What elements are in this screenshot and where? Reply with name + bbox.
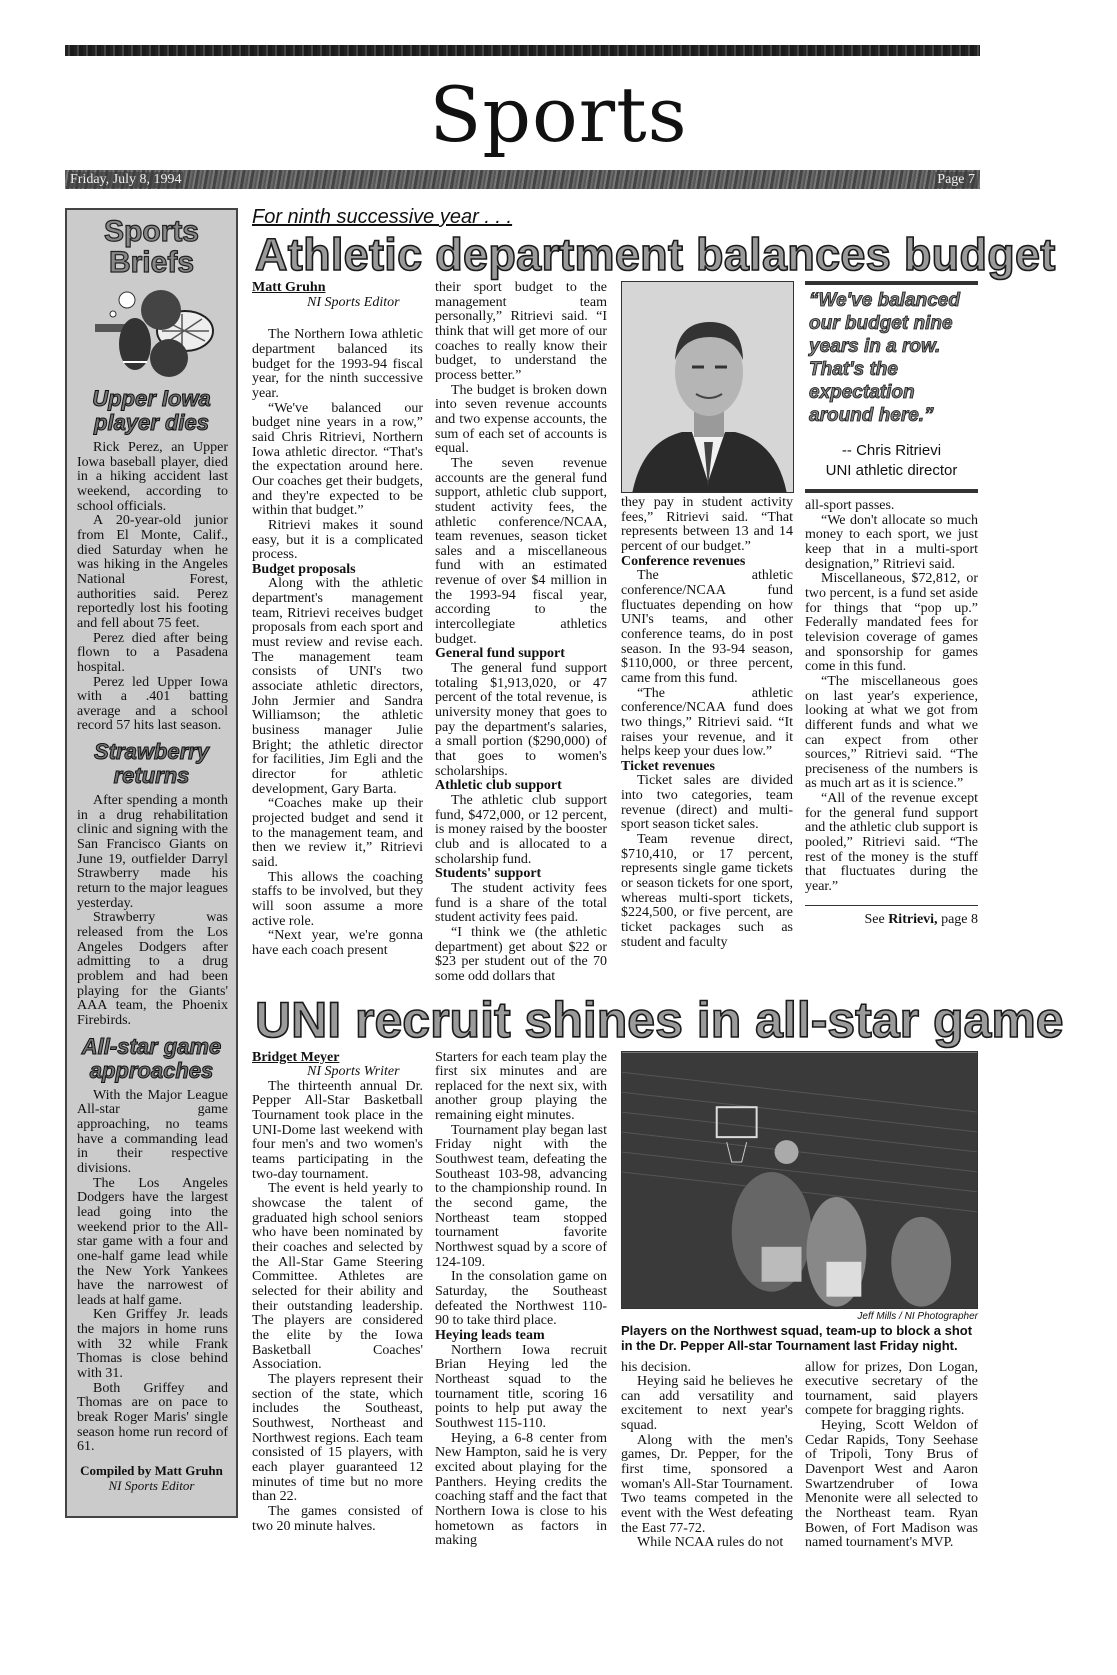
paragraph: “We don't allocate so much money to each sport, we just keep that in a multi-sport designation,” Ritrievi said. <box>805 512 978 572</box>
briefs-list <box>67 387 236 1455</box>
photo-caption: Players on the Northwest squad, team-up to block a shot in the Dr. Pepper All-star Tournament last Friday night. <box>621 1322 973 1353</box>
sidebar-title <box>67 216 236 278</box>
jump-name: Ritrievi, <box>888 911 938 927</box>
paragraph: Heying said he believes he can add versatility and excitement to next year's squad. <box>621 1374 793 1434</box>
article-text <box>805 499 978 895</box>
paragraph: The players represent their section of the state, which includes the Southeast, Southwest, Northeast and Northwest regions. Each team consisted of 15 players, with each player guaranteed 12 minutes of time but no more than 22. <box>252 1371 423 1505</box>
article1-kicker: For ninth successive year . . . <box>252 206 513 228</box>
sports-briefs-sidebar <box>65 208 238 1518</box>
photo-credit: Jeff Mills / NI Photographer <box>857 1310 978 1322</box>
compiled-by-title: NI Sports Editor <box>108 1478 195 1494</box>
quote-author: -- Chris Ritrievi <box>841 442 942 459</box>
article-text <box>252 1080 423 1534</box>
article2-column-1 <box>252 1051 423 1535</box>
brief-paragraph: A 20-year-old junior from El Monte, Calif., died Saturday when he was hiking in the Angeles National Forest, authorities said. Perez reportedly lost his footing and fell about 75 feet. <box>77 513 228 631</box>
article2-column-3 <box>621 1361 793 1552</box>
jump-page: page 8 <box>937 911 978 927</box>
paragraph: Along with the athletic department's management team, Ritrievi receives budget proposals from each sport and must review and revise each. The management team consists of UNI's two associate athletic directors, John Jermier and Sandra Williamson; the athletic business manager Julie Bright; the athletic director for facilities, Jim Egli and the director for athletic development, Gary Barta. <box>252 576 423 797</box>
paragraph: The event is held yearly to showcase the talent of graduated high school seniors who have been nominated by their coaches and selected by the All-Star Game Steering Committee. Athletes are selected for their ability and their outstanding leadership. The players are considered the elite by the Iowa Basketball Coaches' Association. <box>252 1181 423 1373</box>
paragraph: they pay in student activity fees,” Ritrievi said. “That represents between 13 and 14 percent of our budget.” <box>621 495 793 554</box>
article1-column-3 <box>621 281 793 950</box>
paragraph: Along with the men's games, Dr. Pepper, for the first time, sponsored a woman's All-Star Tournament. Two teams competed in the event with the West defeating the East 77-72. <box>621 1432 793 1536</box>
paragraph: Heying, Scott Weldon of Cedar Rapids, Tony Seehase of Tripoli, Tony Brus of Davenport West and Aaron Swartzendruber of Iowa Menonite were all selected to the Northeast team. Ryan Bowen, of Fort Madison was named tournament's MVP. <box>805 1418 978 1551</box>
brief-paragraph: Strawberry was released from the Los Angeles Dodgers after admitting to a drug problem and had been playing for the Giants' AAA team, the Phoenix Firebirds. <box>77 910 228 1028</box>
subhead: Budget proposals <box>252 561 356 577</box>
article-text <box>621 496 793 950</box>
brief-paragraph: Perez died after being flown to a Pasadena hospital. <box>77 630 228 675</box>
compiled-by-name: Compiled by Matt Gruhn <box>80 1463 223 1479</box>
paragraph: all-sport passes. <box>805 498 895 513</box>
subhead: Students' support <box>435 866 542 882</box>
pull-quote <box>805 281 978 493</box>
paragraph: allow for prizes, Don Logan, executive secretary of the tournament, said players compete for bragging rights. <box>805 1359 978 1419</box>
article2-headline: UNI recruit shines in all-star game <box>255 991 1064 1048</box>
sidebar-title-line: Briefs <box>108 246 195 279</box>
ritrievi-portrait-photo <box>621 281 794 493</box>
article1-column-1 <box>252 281 423 959</box>
paragraph: Team revenue direct, $710,410, or 17 percent, represents single game tickets or season tickets for one sport, whereas multi-sport tickets, $224,500, or five percent, are ticket packages such as student and faculty <box>621 832 793 950</box>
paragraph: their sport budget to the management team personally,” Ritrievi said. “I think that will get more of our coaches to really know their budget, to understand the process better.” <box>435 280 607 383</box>
article2-column-4 <box>805 1361 978 1552</box>
paragraph: “The miscellaneous goes on last year's experience, looking at what we got from different funds and what we can expect from other sources,” Ritrievi said. “The preciseness of the numbers is as much art as it is science.” <box>805 673 978 792</box>
brief-paragraph: Ken Griffey Jr. leads the majors in home runs with 32 while Frank Thomas is close behind with 31. <box>77 1307 228 1382</box>
subhead: General fund support <box>435 646 565 662</box>
subhead: Ticket revenues <box>621 758 715 774</box>
basketball-game-photo <box>621 1051 978 1309</box>
article2-lower-columns <box>621 1361 978 1552</box>
article1-headline: Athletic department balances budget <box>255 229 1056 280</box>
basketball-photo-image <box>622 1052 978 1309</box>
subhead: Conference revenues <box>621 553 746 569</box>
byline <box>252 281 423 310</box>
page-number: Page 7 <box>937 171 975 187</box>
jump-line[interactable] <box>805 905 978 928</box>
brief-heading: Strawberry returns <box>94 739 209 789</box>
brief-paragraph: Perez led Upper Iowa with a .401 batting average and a school record 57 hits last season. <box>77 674 228 734</box>
paragraph: The budget is broken down into seven revenue accounts and two expense accounts, the sum of each set of accounts is equal. <box>435 382 607 457</box>
paragraph: Starters for each team play the first six minutes and are replaced for the next six, with another group playing the remaining eight minutes. <box>435 1049 607 1124</box>
paragraph: The games consisted of two 20 minute halves. <box>252 1503 423 1534</box>
sidebar-title-line: Sports <box>103 215 199 248</box>
article2-body <box>252 1051 980 1552</box>
byline-name: Bridget Meyer <box>252 1049 340 1065</box>
top-rule <box>65 45 980 56</box>
brief-body <box>67 441 236 734</box>
byline <box>252 1051 423 1080</box>
paragraph: In the consolation game on Saturday, the Southeast defeated the Northwest 110-90 to take third place. <box>435 1269 607 1329</box>
paragraph: Ritrievi makes it sound easy, but it is a complicated process. <box>252 517 423 563</box>
sports-balls-icon <box>87 286 217 381</box>
article1-body <box>252 281 980 985</box>
paragraph: Miscellaneous, $72,812, or two percent, is a fund set aside for things that “pop up.” Federally mandated fees for television coverage of games and sponsorship for games come in this fund. <box>805 571 978 675</box>
subhead: Heying leads team <box>435 1327 545 1343</box>
brief-paragraph: Rick Perez, an Upper Iowa baseball player, died in a hiking accident last weekend, according to school officials. <box>77 440 228 514</box>
date-bar <box>65 170 980 189</box>
brief-body <box>67 794 236 1029</box>
photo-caption-block <box>621 1311 978 1353</box>
byline-title: NI Sports Editor <box>307 294 400 310</box>
jump-prefix: See <box>864 911 889 927</box>
paragraph: The Northern Iowa athletic department balanced its budget for the 1993-94 fiscal year, for the ninth successive year. <box>252 327 423 401</box>
paragraph: Heying, a 6-8 center from New Hampton, said he is very excited about playing for the Panthers. Heying credits the coaching staff and the fact that Northern Iowa is close to his hometown as factors in making <box>435 1430 607 1549</box>
article2-photo-and-columns <box>621 1051 978 1552</box>
article1-column-4 <box>805 281 978 928</box>
issue-date: Friday, July 8, 1994 <box>70 171 182 187</box>
section-title: Sports <box>429 70 688 159</box>
paragraph: Northern Iowa recruit Brian Heying led the Northeast squad to the tournament title, scoring 16 points to help put away the Southwest 115-110. <box>435 1342 607 1431</box>
article2-column-2 <box>435 1051 607 1549</box>
brief-paragraph: With the Major League All-star game approaching, no teams have a commanding lead in their respective divisions. <box>77 1087 228 1176</box>
paragraph: The athletic club support fund, $472,000, or 12 percent, is money raised by the booster club and is allocated to a scholarship fund. <box>435 792 607 867</box>
paragraph: The thirteenth annual Dr. Pepper All-Star Basketball Tournament took place in the UNI-Dome last weekend with four men's and two women's teams participating in the two-day tournament. <box>252 1078 423 1182</box>
compiled-by <box>67 1463 236 1493</box>
brief-paragraph: After spending a month in a drug rehabilitation clinic and signing with the San Francisco Giants on June 19, outfielder Darryl Strawberry made his return to the major leagues yesterday. <box>77 793 228 911</box>
paragraph: Ticket sales are divided into two categories, team revenue (direct) and multi-sport season ticket sales. <box>621 773 793 833</box>
paragraph: This allows the coaching staffs to be involved, but they will soon assume a more active role. <box>252 869 423 929</box>
paragraph: “I think we (the athletic department) get about $22 or $23 per student out of the 70 some odd dollars that <box>435 924 607 984</box>
brief-heading: All-star game approaches <box>81 1033 222 1083</box>
paragraph: While NCAA rules do not <box>637 1535 784 1551</box>
paragraph: his decision. <box>621 1359 691 1375</box>
subhead: Athletic club support <box>435 778 562 794</box>
paragraph: “We've balanced our budget nine years in a row,” said Chris Ritrievi, Northern Iowa athletic director. “That's the expectation around here. Our coaches get their budgets, and they're expected to be within that budget.” <box>252 400 423 519</box>
byline-title: NI Sports Writer <box>307 1064 400 1080</box>
pull-quote-attribution <box>805 441 978 481</box>
paragraph: The general fund support totaling $1,913,020, or 47 percent of the total revenue, is university money that goes to pay the department's salaries, a small portion ($290,000) of that goes to women's scholarships. <box>435 661 607 779</box>
paragraph: Tournament play began last Friday night with the Southwest team, defeating the Southeast 103-98, advancing to the championship round. In the second game, the Northeast team stopped tournament favorite Northwest squad by a score of 124-109. <box>435 1122 607 1270</box>
article1-column-2 <box>435 281 607 985</box>
article-text <box>252 328 423 958</box>
pull-quote-text: “We've balanced our budget nine years in a row. That's the expectation around here.” <box>809 290 960 426</box>
paragraph: “All of the revenue except for the general fund support and the athletic club support is pooled,” Ritrievi said. “The rest of the money is the stuff that fluctuates during the year.” <box>805 791 978 895</box>
paragraph: The student activity fees fund is a share of the total student activity fees paid. <box>435 880 607 926</box>
brief-paragraph: Both Griffey and Thomas are on pace to break Roger Maris' single season home run record of 61. <box>77 1380 228 1455</box>
byline-name: Matt Gruhn <box>252 280 326 295</box>
quote-author-title: UNI athletic director <box>825 462 958 479</box>
paragraph: The athletic conference/NCAA fund fluctuates depending on how UNI's teams, and other conference teams, do in post season. In the 93-94 season, $110,000, or three percent, came from this fund. <box>621 568 793 686</box>
main-content <box>252 205 1064 1551</box>
paragraph: “The athletic conference/NCAA fund does two things,” Ritrievi said. “It raises your revenue, and it helps keep your dues low.” <box>621 685 793 760</box>
portrait-image <box>622 282 794 493</box>
brief-body <box>67 1089 236 1455</box>
paragraph: “Next year, we're gonna have each coach present <box>252 928 423 958</box>
brief-heading: Upper Iowa player dies <box>92 386 211 435</box>
brief-paragraph: The Los Angeles Dodgers have the largest lead going into the weekend prior to the All-star game with a four and one-half game lead while the New York Yankees have the narrowest of leads at half game. <box>77 1175 228 1308</box>
paragraph: The seven revenue accounts are the general fund support, athletic club support, student activity fees, the athletic conference/NCAA, team revenues, season ticket sales and a miscellaneous fund with an estimated revenue of over $4 million in the 1993-94 fiscal year, according to the intercollegiate athletics budget. <box>435 455 607 647</box>
paragraph: “Coaches make up their projected budget and send it to the management team, and then we review it,” Ritrievi said. <box>252 796 423 870</box>
